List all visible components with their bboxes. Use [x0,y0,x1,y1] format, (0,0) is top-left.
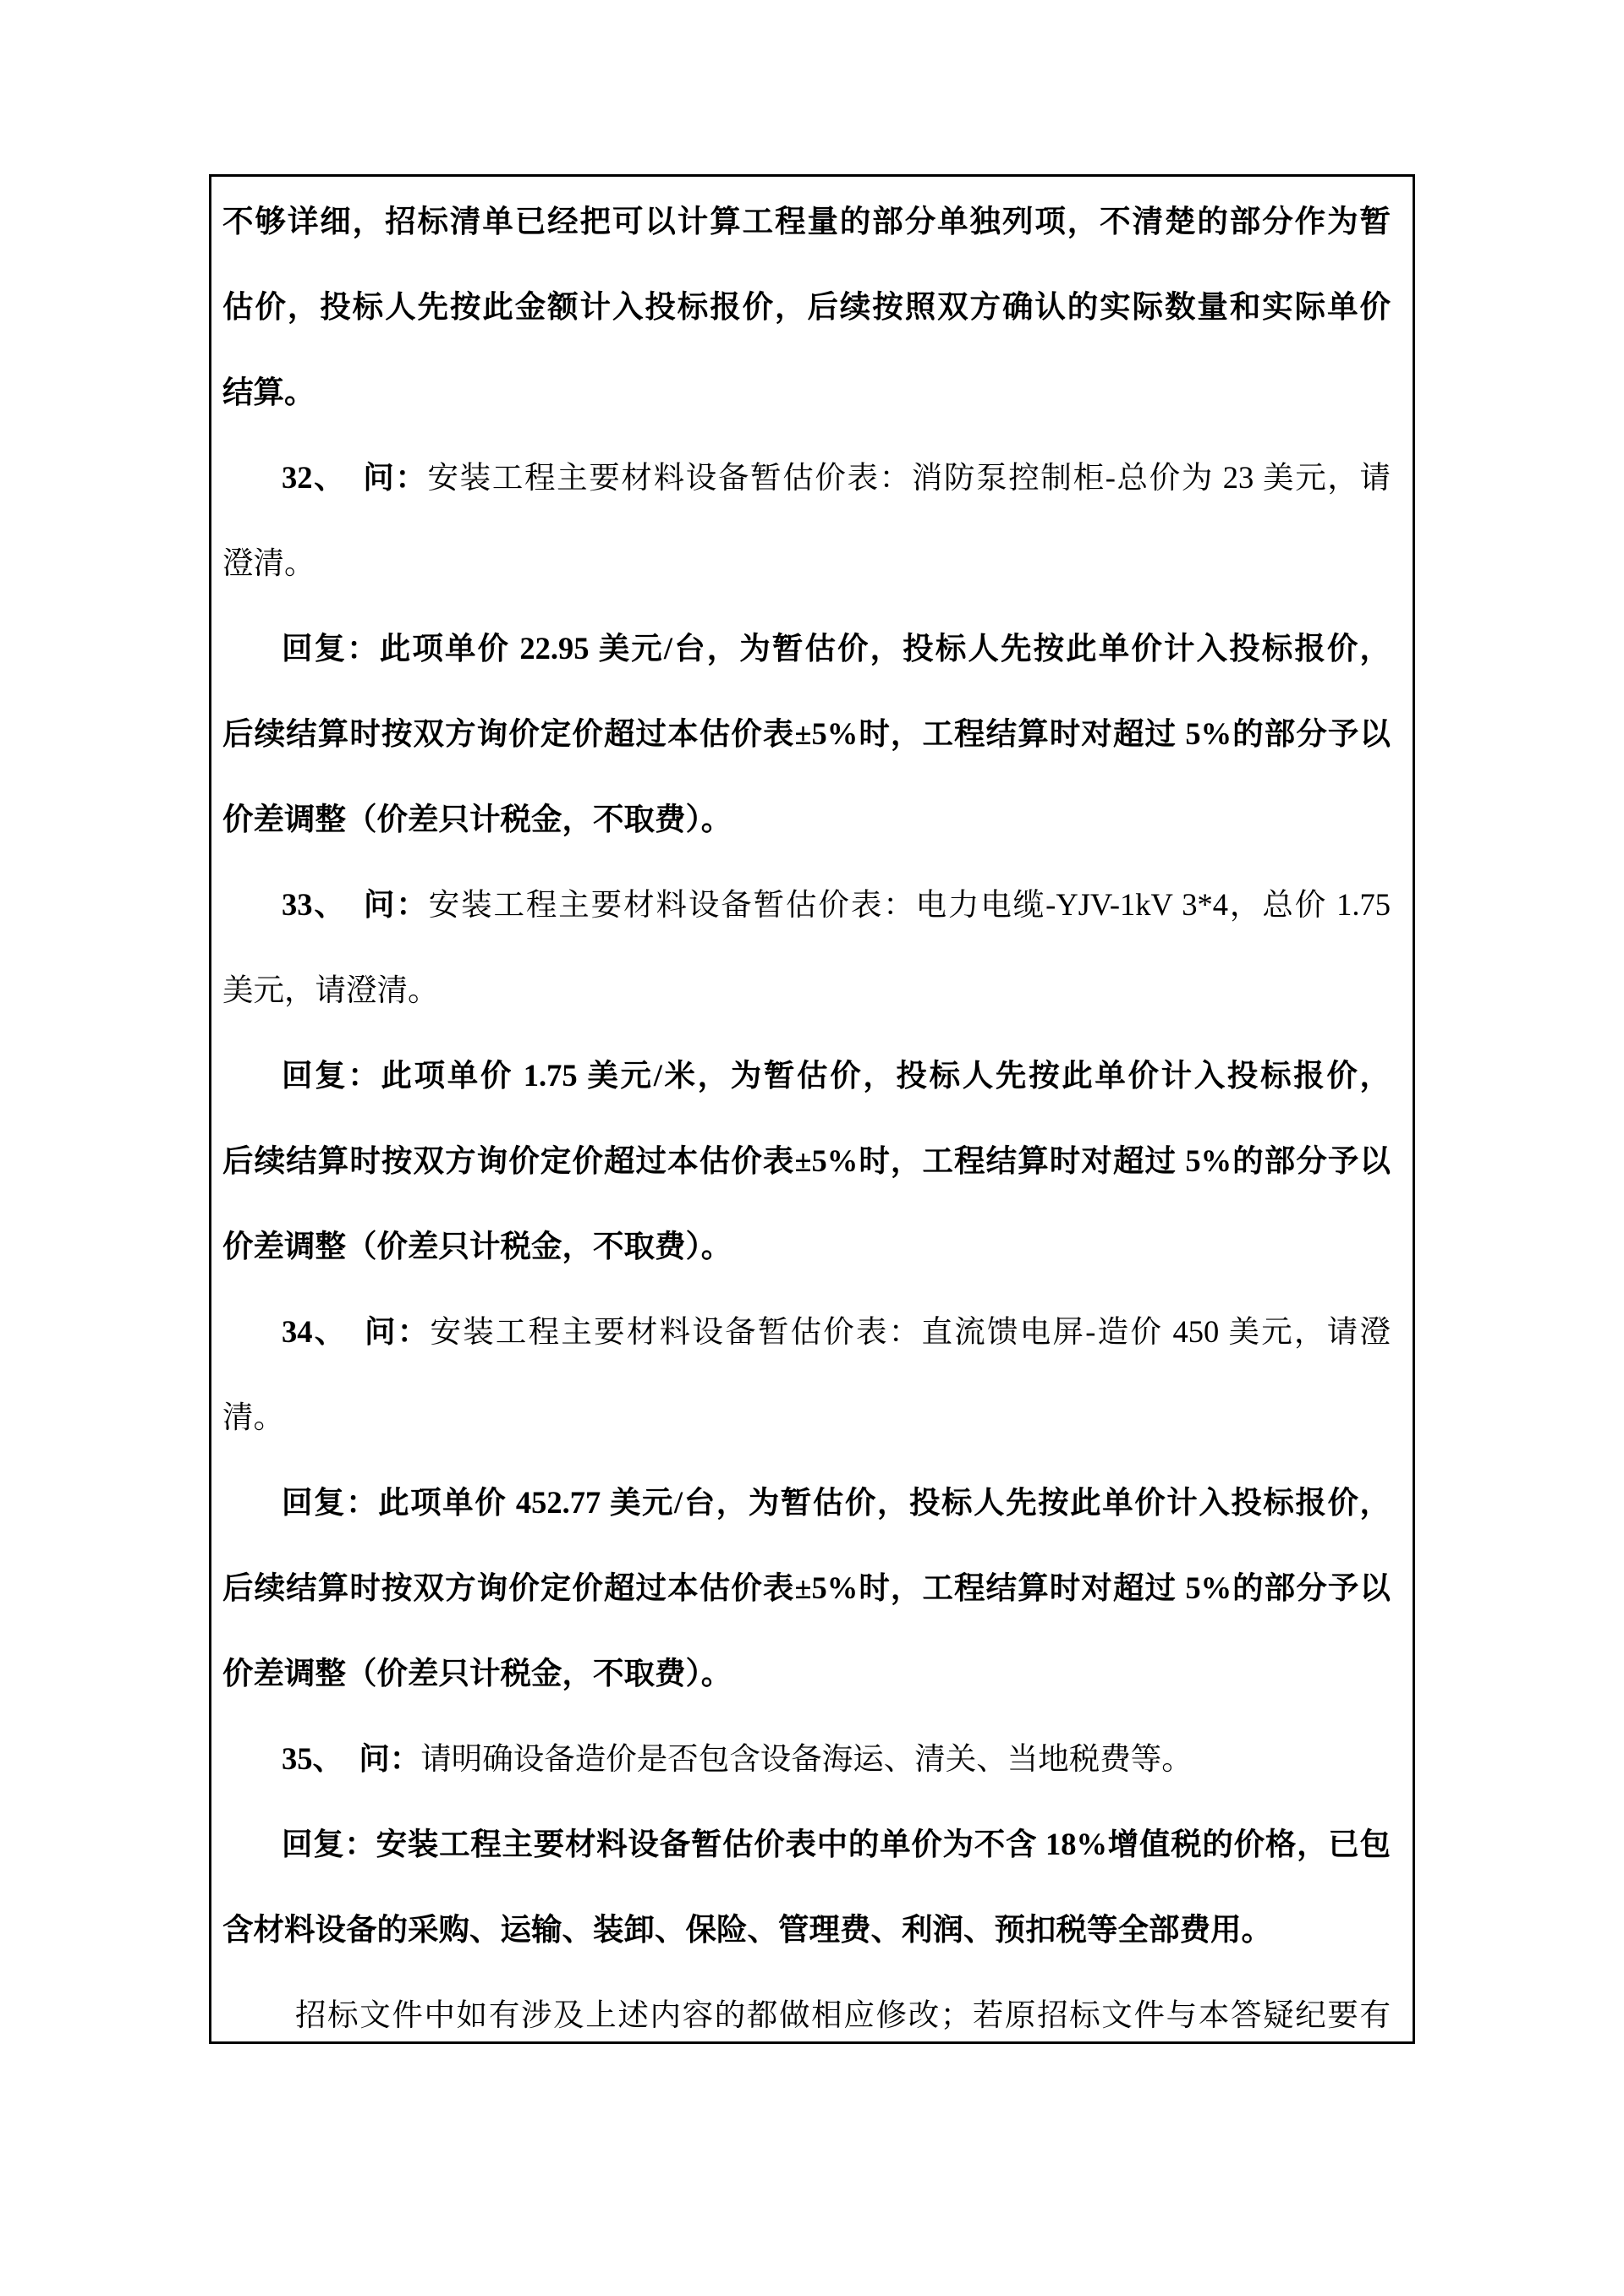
continued-answer-paragraph-line-2 [222,264,1391,349]
answer-34-line-2 [222,1545,1391,1630]
question-33-line-2 [222,947,1391,1033]
question-35-line-1 [222,1716,1391,1801]
continued-answer-paragraph-line-3 [222,349,1391,435]
text-segment: 回复：安装工程主要材料设备暂估价表中的单价为不含 18%增值税的价格，已包 [282,1827,1391,1861]
text-segment: 结算。 [222,375,315,409]
text-segment: 回复：此项单价 22.95 美元/台，为暂估价，投标人先按此单价计入投标报价， [282,631,1391,666]
text-segment: 清。 [222,1400,284,1434]
text-segment: 澄清。 [222,545,315,580]
question-33-line-1 [222,862,1391,947]
text-segment: 估价，投标人先按此金额计入投标报价，后续按照双方确认的实际数量和实际单价 [222,289,1391,324]
answer-32-line-1 [222,606,1391,691]
continued-answer-paragraph-line-1 [222,178,1391,264]
text-segment: 安装工程主要材料设备暂估价表：直流馈电屏-造价 450 美元，请澄 [430,1314,1391,1349]
question-32-line-1 [222,435,1391,520]
question-34-line-2 [222,1374,1391,1460]
text-segment: 后续结算时按双方询价定价超过本估价表±5%时，工程结算时对超过 5%的部分予以 [222,1143,1391,1178]
amendment-note-line-1 [222,1972,1391,2044]
answer-35-line-2 [222,1887,1391,1972]
text-segment: 价差调整（价差只计税金，不取费）。 [222,802,732,836]
text-segment: 含材料设备的采购、运输、装卸、保险、管理费、利润、预扣税等全部费用。 [222,1912,1272,1947]
answer-34-line-1 [222,1460,1391,1545]
answer-35-line-1 [222,1801,1391,1887]
text-segment: 请明确设备造价是否包含设备海运、清关、当地税费等。 [420,1741,1193,1776]
text-segment: 回复：此项单价 1.75 美元/米，为暂估价，投标人先按此单价计入投标报价， [282,1058,1391,1093]
text-segment: 33、 问： [282,887,429,922]
text-segment: 后续结算时按双方询价定价超过本估价表±5%时，工程结算时对超过 5%的部分予以 [222,1570,1391,1605]
text-segment: 34、 问： [282,1314,431,1349]
text-segment: 美元，请澄清。 [222,973,439,1007]
question-34-line-1 [222,1289,1391,1374]
answer-33-line-2 [222,1118,1391,1203]
answer-34-line-3 [222,1630,1391,1716]
table-cell [209,174,1415,2044]
text-segment: 安装工程主要材料设备暂估价表：消防泵控制柜-总价为 23 美元，请 [427,460,1391,495]
text-segment: 安装工程主要材料设备暂估价表：电力电缆-YJV-1kV 3*4，总价 1.75 [428,887,1391,922]
text-segment: 招标文件中如有涉及上述内容的都做相应修改；若原招标文件与本答疑纪要有 [295,1997,1391,2032]
answer-32-line-2 [222,691,1391,776]
text-segment: 35、 问： [282,1741,421,1776]
question-32-line-2 [222,520,1391,606]
answer-32-line-3 [222,776,1391,862]
answer-33-line-1 [222,1033,1391,1118]
text-segment: 价差调整（价差只计税金，不取费）。 [222,1656,732,1690]
text-segment: 32、 问： [282,460,428,495]
text-segment: 回复：此项单价 452.77 美元/台，为暂估价，投标人先按此单价计入投标报价， [282,1485,1391,1520]
text-segment: 价差调整（价差只计税金，不取费）。 [222,1229,732,1263]
text-segment: 不够详细，招标清单已经把可以计算工程量的部分单独列项，不清楚的部分作为暂 [222,204,1391,238]
text-segment: 后续结算时按双方询价定价超过本估价表±5%时，工程结算时对超过 5%的部分予以 [222,716,1391,751]
answer-33-line-3 [222,1203,1391,1289]
